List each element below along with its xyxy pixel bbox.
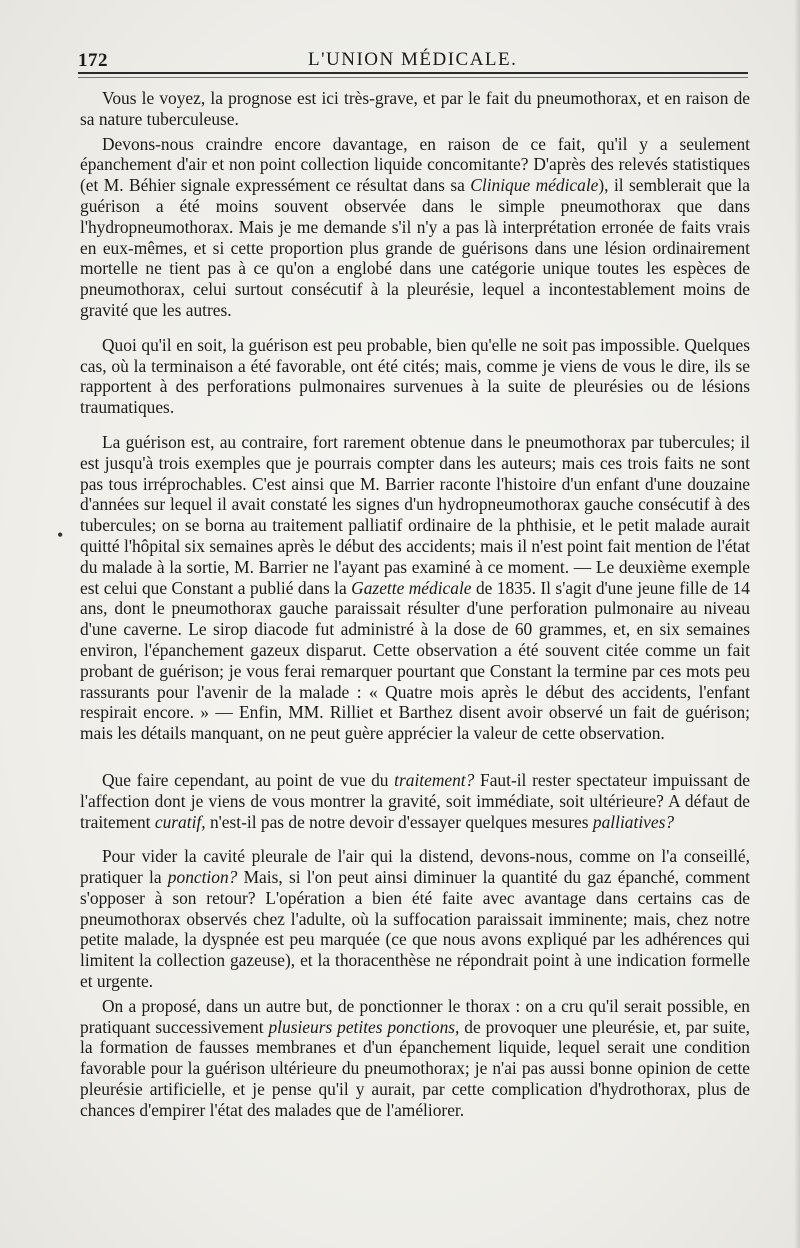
text-run: Pour vider la cavité pleurale de l'air qui la distend, devons-nous, comme on l'a conseillé, pratiquer la <box>80 846 750 888</box>
text-run: ), il semblerait que la guérison a été moins souvent observée dans le simple pneumothorax que dans l'hydropneumothorax. Mais je me demande s'il n'y a pas là interprétation erronée de faits vrais en eux-mêmes, et si cette proportion plus grande de guérisons dans une lésion ordinairement mortelle ne tient pas à ce qu'on a englobé dans une catégorie unique toutes les espèces de pneumothorax, celui surtout consécutif à la pleurésie, lequel a incontestablement moins de gravité que les autres. <box>80 175 750 320</box>
italic-run: Gazette médicale <box>351 577 472 598</box>
running-head: L'UNION MÉDICALE. <box>308 49 518 70</box>
italic-run: Clinique médicale <box>470 175 599 196</box>
page-header <box>78 44 748 74</box>
italic-run: ponction? <box>167 867 238 888</box>
body-text <box>80 88 750 1121</box>
text-run: de 1835. Il s'agit d'une jeune fille de 14 ans, dont le pneumothorax gauche paraissait résulter d'une perforation pulmonaire au niveau d'une caverne. Le sirop diacode fut administré à la dose de 60 grammes, et, en six semaines environ, l'épanchement gazeux disparut. Cette observation a été souvent citée comme un fait probant de guérison; je vous ferai remarquer pourtant que Constant la termine par ces mots peu rassurants pour l'avenir de la malade : « Quatre mois après le début des accidents, l'enfant respirait encore. » — Enfin, MM. Rilliet et Barthez disent avoir observé un fait de guérison; mais les détails manquant, on ne peut guère apprécier la valeur de cette observation. <box>80 577 750 744</box>
text-run: Vous le voyez, la prognose est ici très-grave, et par le fait du pneumothorax, et en raison de sa nature tuberculeuse. <box>80 88 750 129</box>
text-run: Mais, si l'on peut ainsi diminuer la quantité du gaz épanché, comment s'opposer à son retour? L'opération a bien été faite avec avantage dans certains cas de pneumothorax observés chez l'adulte, où la suffocation paraissait imminente; mais, chez notre petite malade, la dyspnée est peu marquée (ce que nous avons expliqué par les adhérences qui limitent la collection gazeuse), et la thoracenthèse ne répondrait point à une indication formelle et urgente. <box>80 867 750 992</box>
paragraph <box>80 88 750 130</box>
page-edge-shadow <box>794 0 800 1248</box>
italic-run: curatif, <box>154 811 206 832</box>
text-run: Quoi qu'il en soit, la guérison est peu probable, bien qu'elle ne soit pas impossible. Quelques cas, où la terminaison a été favorable, ont été cités; mais, comme je viens de vous le dire, ils se rapportent à des perforations pulmonaires survenues à la suite de pleurésies ou de lésions traumatiques. <box>80 334 750 418</box>
paragraph <box>80 335 750 418</box>
italic-run: plusieurs petites ponctions, <box>268 1016 460 1037</box>
text-run: n'est-il pas de notre devoir d'essayer quelques mesures <box>205 811 593 832</box>
text-run: Devons-nous craindre encore davantage, en raison de ce fait, qu'il y a seulement épanchement d'air et non point collection liquide concomitante? D'après des relevés statistiques (et M. Béhier signale expressément ce résultat dans sa <box>80 133 750 196</box>
paragraph <box>80 770 750 832</box>
text-run: La guérison est, au contraire, fort rarement obtenue dans le pneumothorax par tubercules; il est jusqu'à trois exemples que je pourrais compter dans les auteurs; mais ces trois faits ne sont pas tous irréprochables. C'est ainsi que M. Barrier raconte l'histoire d'un enfant d'une douzaine d'années sur lequel il avait constaté les signes d'un hydropneumothorax gauche consécutif à des tubercules; on se borna au traitement palliatif ordinaire de la phthisie, et le petit malade aurait quitté l'hôpital six semaines après le début des accidents; mais il n'est point fait mention de l'état du malade à la sortie, M. Barrier ne l'ayant pas examiné à ce moment. — Le deuxième exemple est celui que Constant a publié dans la <box>80 431 750 598</box>
page-number: 172 <box>78 50 108 71</box>
paragraph <box>80 432 750 744</box>
text-run: de provoquer une pleurésie, et, par suite, la formation de fausses membranes et d'un épanchement liquide, lequel serait une condition favorable pour la guérison ultérieure du pneumothorax; je n'ai pas aussi bonne opinion de cette pleurésie artificielle, et je pense qu'il y aurait, par cette complication d'hydrothorax, plus de chances d'empirer l'état des malades que de l'améliorer. <box>80 1016 751 1120</box>
paragraph <box>80 996 750 1121</box>
text-run: Que faire cependant, au point de vue du <box>102 769 395 790</box>
text-run: On a proposé, dans un autre but, de ponctionner le thorax : on a cru qu'il serait possible, en pratiquant successivement <box>80 995 750 1037</box>
italic-run: palliatives? <box>592 811 675 832</box>
header-rule <box>78 72 748 74</box>
paragraph <box>80 134 750 321</box>
header-rule-thin <box>78 77 748 78</box>
margin-mark: • <box>57 525 64 545</box>
italic-run: traitement? <box>394 769 475 790</box>
paragraph <box>80 846 750 992</box>
text-run: Faut-il rester spectateur impuissant de l'affection dont je viens de vous montrer la gravité, soit immédiate, soit ultérieure? A défaut de traitement <box>80 769 750 832</box>
